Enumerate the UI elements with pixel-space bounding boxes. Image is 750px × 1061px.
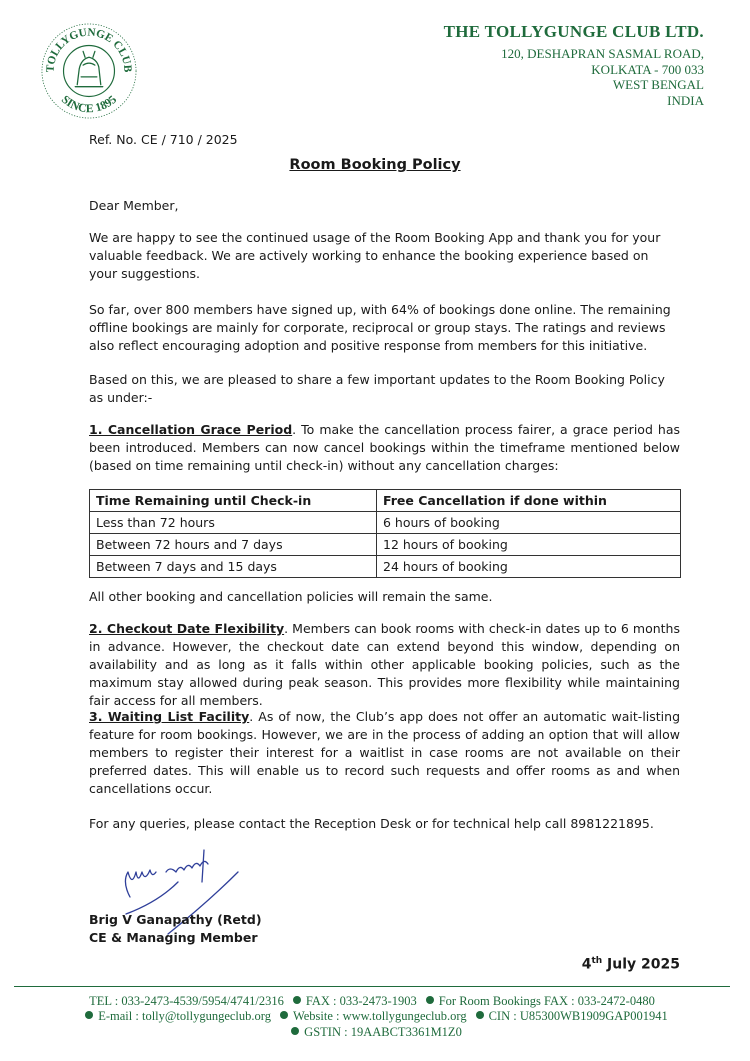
section-checkout [89,620,680,710]
bullet-icon [85,1011,93,1019]
footer-gstin: GSTIN : 19AABCT3361M1Z0 [304,1025,462,1039]
bullet-icon [426,996,434,1004]
footer-booking-fax: For Room Bookings FAX : 033-2472-0480 [438,994,655,1008]
table-row [90,556,681,578]
table-cell: Between 7 days and 15 days [90,556,377,578]
paragraph-stats: So far, over 800 members have signed up, with 64% of bookings done online. The remaining offline bookings are mainly for corporate, reciprocal or group stays. The ratings and reviews also reflect encouraging adoption and positive response from members for this initiative. [89,302,671,353]
footer-email: E-mail : tolly@tollygungeclub.org [98,1009,271,1023]
address-line: 120, DESHAPRAN SASMAL ROAD, [501,46,704,61]
table-header: Free Cancellation if done within [377,490,681,512]
table-header-row [90,490,681,512]
section-text: . Members can book rooms with check-in dates up to 6 months in advance. However, the checkout date can extend beyond this window, depending on availability and as long as it falls within other applicable booking policies, such as the maximum stay allowed during peak season. This provides more flexibility while maintaining fair access for all members. [89,621,680,708]
section-text: . As of now, the Club’s app does not offer an automatic wait-listing feature for room bookings. However, we are in the process of adding an option that will allow members to register their interest for a waitlist in case rooms are not available on their preferred dates. This will enable us to record such requests and offer rooms as and when cancellations occur. [89,709,681,796]
table-cell: Less than 72 hours [90,512,377,534]
bullet-icon [280,1011,288,1019]
section-text: . To make the cancellation process fairer, a grace period has been introduced. Members can now cancel bookings within the timeframe mentioned below (based on time remaining until check-in) without any cancellation charges: [89,422,680,473]
letter-title: Room Booking Policy [289,157,461,173]
footer-line-1 [14,994,730,1009]
bullet-icon [476,1011,484,1019]
footer-line-3 [14,1025,730,1040]
table-cell: 6 hours of booking [377,512,681,534]
footer-tel: TEL : 033-2473-4539/5954/4741/2316 [89,994,284,1008]
signatory [89,911,262,947]
footer-website: Website : www.tollygungeclub.org [292,1009,467,1023]
club-logo [40,22,138,120]
date-day: 4 [581,956,592,973]
section-heading: 1. Cancellation Grace Period [89,422,293,437]
salutation: Dear Member, [89,198,179,213]
table-cell: Between 72 hours and 7 days [90,534,377,556]
address-line: INDIA [667,92,704,108]
footer-cin: CIN : U85300WB1909GAP001941 [488,1009,668,1023]
address-line: KOLKATA - 700 033 [591,61,704,77]
bullet-icon [291,1027,299,1035]
cancellation-table [89,489,681,578]
table-header: Time Remaining until Check-in [90,490,377,512]
date-suffix: th [591,956,603,966]
reference-number: Ref. No. CE / 710 / 2025 [89,132,238,147]
paragraph-queries: For any queries, please contact the Reception Desk or for technical help call 8981221895. [89,816,654,831]
date-month-year: July 2025 [602,956,680,973]
table-row [90,534,681,556]
bullet-icon [293,996,301,1004]
paragraph-intro: We are happy to see the continued usage of the Room Booking App and thank you for your valuable feedback. We are actively working to enhance the booking experience based on your suggestions. [89,230,661,281]
signer-name: Brig V Ganapathy (Retd) [89,912,262,927]
section-waiting-list [89,708,680,798]
footer-line-2 [14,1009,730,1024]
table-cell: 12 hours of booking [377,534,681,556]
club-name: THE TOLLYGUNGE CLUB LTD. [443,22,704,41]
address-line: WEST BENGAL [612,77,704,92]
svg-text:SINCE 1895: SINCE 1895 [58,92,120,116]
section-heading: 2. Checkout Date Flexibility [89,621,285,636]
table-cell: 24 hours of booking [377,556,681,578]
paragraph-updates: Based on this, we are pleased to share a few important updates to the Room Booking Policy as under:- [89,372,665,405]
paragraph-other-policies: All other booking and cancellation policies will remain the same. [89,589,493,604]
letter-date [582,956,680,973]
svg-text:TOLLYGUNGE CLUB: TOLLYGUNGE CLUB [44,26,134,73]
club-address [501,46,704,108]
section-cancellation [89,421,680,475]
signer-title: CE & Managing Member [89,930,258,945]
footer-fax: FAX : 033-2473-1903 [305,994,417,1008]
table-row [90,512,681,534]
footer-divider [14,986,730,987]
section-heading: 3. Waiting List Facility [89,709,250,724]
